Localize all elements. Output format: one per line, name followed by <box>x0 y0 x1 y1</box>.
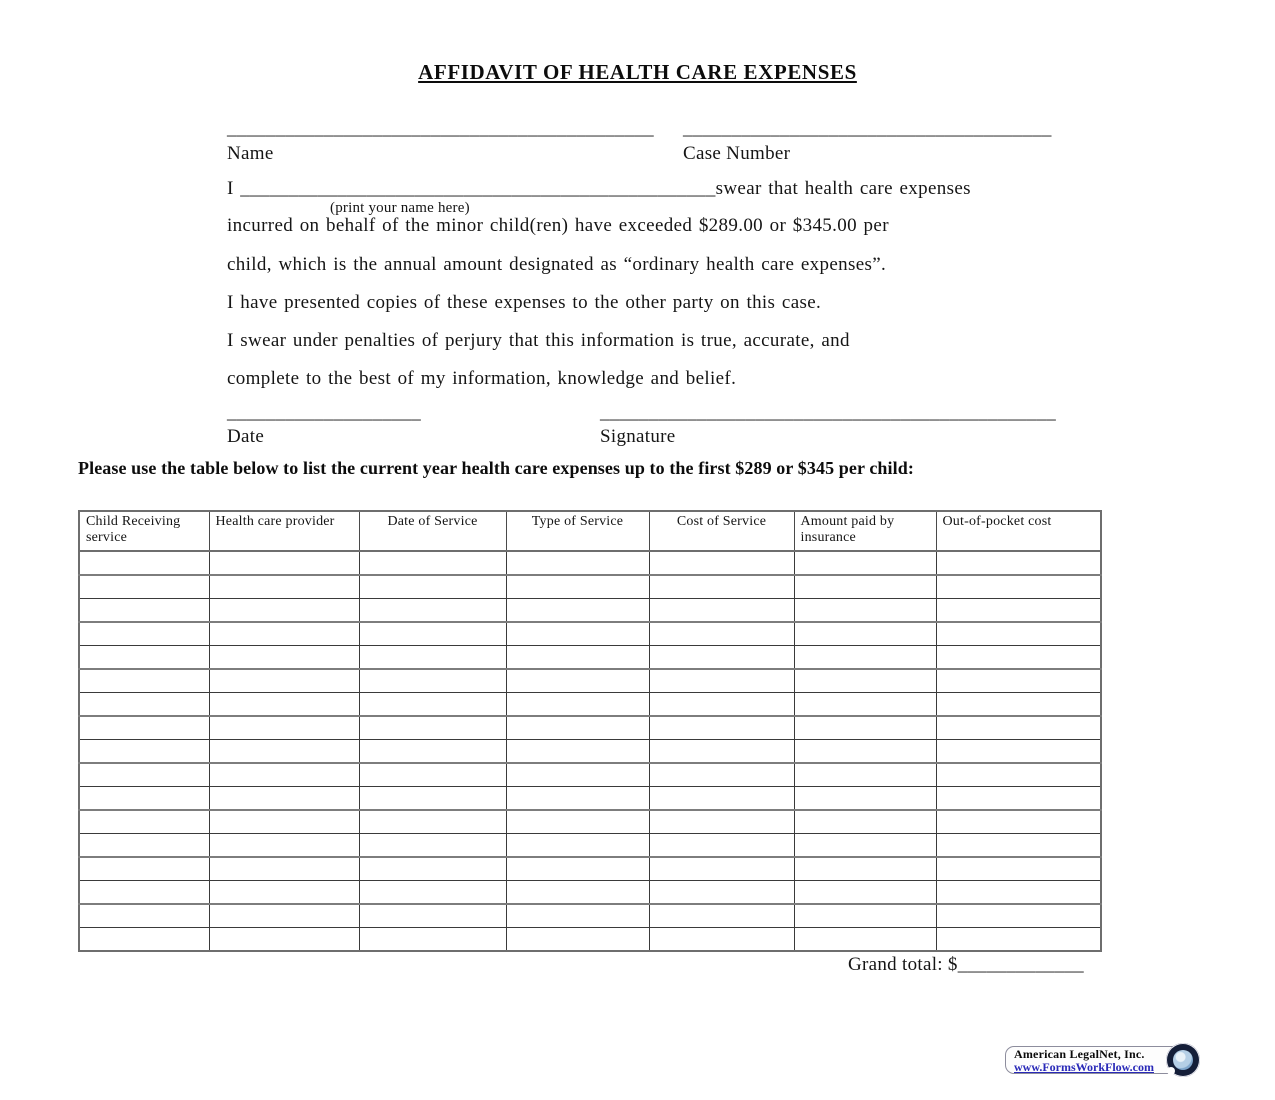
globe-icon <box>1166 1043 1200 1077</box>
affidavit-line-6: complete to the best of my information, knowledge and belief. <box>227 368 737 389</box>
table-cell[interactable] <box>506 716 649 740</box>
signature-blank-line[interactable]: _______________________________________________ <box>600 402 1056 423</box>
table-cell[interactable] <box>359 881 506 905</box>
table-cell[interactable] <box>794 928 936 952</box>
table-row <box>79 669 1101 693</box>
column-header: Health care provider <box>209 511 359 551</box>
table-cell[interactable] <box>506 928 649 952</box>
table-cell[interactable] <box>359 693 506 717</box>
table-cell[interactable] <box>794 810 936 834</box>
table-cell[interactable] <box>209 740 359 764</box>
table-cell[interactable] <box>79 622 209 646</box>
vendor-company-name: American LegalNet, Inc. <box>1014 1047 1145 1061</box>
table-cell[interactable] <box>794 740 936 764</box>
table-row <box>79 881 1101 905</box>
table-cell[interactable] <box>649 763 794 787</box>
table-cell[interactable] <box>359 810 506 834</box>
table-cell[interactable] <box>506 693 649 717</box>
table-cell[interactable] <box>79 834 209 858</box>
table-cell[interactable] <box>359 575 506 599</box>
table-cell[interactable] <box>794 646 936 670</box>
table-cell[interactable] <box>794 716 936 740</box>
table-cell[interactable] <box>649 740 794 764</box>
table-cell[interactable] <box>794 881 936 905</box>
case-number-label: Case Number <box>683 143 791 164</box>
table-cell[interactable] <box>649 716 794 740</box>
table-cell[interactable] <box>359 740 506 764</box>
table-cell[interactable] <box>649 810 794 834</box>
table-cell[interactable] <box>506 646 649 670</box>
table-cell[interactable] <box>936 669 1101 693</box>
table-row <box>79 716 1101 740</box>
table-cell[interactable] <box>359 904 506 928</box>
table-cell[interactable] <box>506 904 649 928</box>
table-cell[interactable] <box>506 857 649 881</box>
table-row <box>79 904 1101 928</box>
table-cell[interactable] <box>649 857 794 881</box>
table-cell[interactable] <box>794 693 936 717</box>
table-cell[interactable] <box>794 622 936 646</box>
table-cell[interactable] <box>794 787 936 811</box>
table-row <box>79 740 1101 764</box>
table-cell[interactable] <box>209 857 359 881</box>
table-row <box>79 787 1101 811</box>
affidavit-line-1 <box>227 178 971 200</box>
table-cell[interactable] <box>359 646 506 670</box>
table-cell[interactable] <box>79 763 209 787</box>
table-cell[interactable] <box>506 787 649 811</box>
table-cell[interactable] <box>649 622 794 646</box>
column-header: Out-of-pocket cost <box>936 511 1101 551</box>
table-cell[interactable] <box>209 646 359 670</box>
table-row <box>79 599 1101 623</box>
table-cell[interactable] <box>649 575 794 599</box>
table-cell[interactable] <box>794 599 936 623</box>
column-header: Type of Service <box>506 511 649 551</box>
table-cell[interactable] <box>79 599 209 623</box>
globe-icon-inner <box>1173 1050 1193 1070</box>
table-cell[interactable] <box>506 834 649 858</box>
table-cell[interactable] <box>649 928 794 952</box>
table-cell[interactable] <box>936 834 1101 858</box>
table-cell[interactable] <box>506 669 649 693</box>
table-cell[interactable] <box>359 763 506 787</box>
table-row <box>79 575 1101 599</box>
table-cell[interactable] <box>649 834 794 858</box>
table-cell[interactable] <box>936 575 1101 599</box>
table-cell[interactable] <box>79 904 209 928</box>
table-cell[interactable] <box>79 881 209 905</box>
table-row <box>79 622 1101 646</box>
name-blank-line[interactable]: ____________________________________________ <box>227 118 654 139</box>
table-cell[interactable] <box>794 857 936 881</box>
table-cell[interactable] <box>359 599 506 623</box>
table-cell[interactable] <box>649 599 794 623</box>
table-cell[interactable] <box>936 646 1101 670</box>
table-row <box>79 857 1101 881</box>
table-cell[interactable] <box>359 928 506 952</box>
affidavit-line-1-prefix: I <box>227 178 241 199</box>
print-name-note: (print your name here) <box>330 200 470 216</box>
table-cell[interactable] <box>649 904 794 928</box>
vendor-stamp <box>1005 1046 1197 1074</box>
table-cell[interactable] <box>506 740 649 764</box>
case-number-blank-line[interactable]: ______________________________________ <box>683 118 1052 139</box>
document-title: AFFIDAVIT OF HEALTH CARE EXPENSES <box>418 60 857 84</box>
grand-total-label: Grand total: $ <box>848 954 958 975</box>
table-cell[interactable] <box>794 904 936 928</box>
vendor-website-link[interactable]: www.FormsWorkFlow.com <box>1014 1060 1154 1074</box>
affidavit-line-5: I swear under penalties of perjury that this information is true, accurate, and <box>227 330 850 351</box>
table-cell[interactable] <box>794 834 936 858</box>
table-cell[interactable] <box>794 551 936 575</box>
table-cell[interactable] <box>936 551 1101 575</box>
table-cell[interactable] <box>359 834 506 858</box>
table-cell[interactable] <box>936 904 1101 928</box>
affidavit-line-3: child, which is the annual amount designated as “ordinary health care expenses”. <box>227 254 887 275</box>
table-cell[interactable] <box>936 763 1101 787</box>
table-cell[interactable] <box>649 551 794 575</box>
table-cell[interactable] <box>936 881 1101 905</box>
table-cell[interactable] <box>794 763 936 787</box>
table-cell[interactable] <box>649 881 794 905</box>
table-instruction: Please use the table below to list the current year health care expenses up to the first $289 or $345 per child: <box>78 458 914 478</box>
table-cell[interactable] <box>359 857 506 881</box>
table-row <box>79 646 1101 670</box>
column-header: Date of Service <box>359 511 506 551</box>
table-cell[interactable] <box>209 599 359 623</box>
table-cell[interactable] <box>209 810 359 834</box>
table-cell[interactable] <box>649 693 794 717</box>
table-cell[interactable] <box>79 551 209 575</box>
table-cell[interactable] <box>936 622 1101 646</box>
table-cell[interactable] <box>936 693 1101 717</box>
print-name-blank-line[interactable]: _________________________________________________ <box>240 178 716 199</box>
table-cell[interactable] <box>506 551 649 575</box>
table-cell[interactable] <box>936 810 1101 834</box>
table-cell[interactable] <box>506 881 649 905</box>
table-cell[interactable] <box>209 904 359 928</box>
table-row <box>79 551 1101 575</box>
table-cell[interactable] <box>359 716 506 740</box>
affidavit-line-2: incurred on behalf of the minor child(ren) have exceeded $289.00 or $345.00 per <box>227 215 889 236</box>
table-cell[interactable] <box>359 669 506 693</box>
affidavit-line-1-suffix: swear that health care expenses <box>715 178 971 199</box>
expense-table-container <box>78 510 1102 952</box>
table-row <box>79 693 1101 717</box>
table-cell[interactable] <box>79 646 209 670</box>
column-header: Cost of Service <box>649 511 794 551</box>
table-row <box>79 928 1101 952</box>
table-cell[interactable] <box>79 669 209 693</box>
table-cell[interactable] <box>936 787 1101 811</box>
table-cell[interactable] <box>79 575 209 599</box>
expense-table <box>78 510 1102 952</box>
table-cell[interactable] <box>79 810 209 834</box>
affidavit-line-4: I have presented copies of these expenses to the other party on this case. <box>227 292 822 313</box>
table-cell[interactable] <box>649 646 794 670</box>
table-cell[interactable] <box>209 575 359 599</box>
table-cell[interactable] <box>209 834 359 858</box>
globe-icon-notch <box>1167 1067 1175 1075</box>
column-header: Child Receiving service <box>79 511 209 551</box>
table-cell[interactable] <box>209 716 359 740</box>
table-header-row <box>79 511 1101 551</box>
table-row <box>79 810 1101 834</box>
table-cell[interactable] <box>209 928 359 952</box>
table-cell[interactable] <box>506 763 649 787</box>
table-row <box>79 763 1101 787</box>
table-cell[interactable] <box>79 693 209 717</box>
signature-label: Signature <box>600 426 676 447</box>
table-cell[interactable] <box>359 622 506 646</box>
table-cell[interactable] <box>79 787 209 811</box>
date-blank-line[interactable]: ____________________ <box>227 402 421 423</box>
table-cell[interactable] <box>506 810 649 834</box>
table-cell[interactable] <box>506 575 649 599</box>
table-cell[interactable] <box>79 740 209 764</box>
table-cell[interactable] <box>209 787 359 811</box>
grand-total-blank-line[interactable]: _____________ <box>957 954 1084 975</box>
table-cell[interactable] <box>506 622 649 646</box>
table-cell[interactable] <box>936 740 1101 764</box>
grand-total <box>848 954 1084 976</box>
table-row <box>79 834 1101 858</box>
column-header: Amount paid by insurance <box>794 511 936 551</box>
table-cell[interactable] <box>794 575 936 599</box>
table-cell[interactable] <box>506 599 649 623</box>
table-cell[interactable] <box>79 857 209 881</box>
table-cell[interactable] <box>209 693 359 717</box>
table-cell[interactable] <box>936 928 1101 952</box>
table-cell[interactable] <box>649 669 794 693</box>
table-cell[interactable] <box>209 622 359 646</box>
table-cell[interactable] <box>209 669 359 693</box>
table-cell[interactable] <box>794 669 936 693</box>
table-cell[interactable] <box>359 787 506 811</box>
table-cell[interactable] <box>936 716 1101 740</box>
name-label: Name <box>227 143 274 164</box>
table-cell[interactable] <box>79 928 209 952</box>
table-cell[interactable] <box>936 857 1101 881</box>
table-cell[interactable] <box>359 551 506 575</box>
table-cell[interactable] <box>649 787 794 811</box>
table-cell[interactable] <box>209 881 359 905</box>
table-cell[interactable] <box>79 716 209 740</box>
table-cell[interactable] <box>209 763 359 787</box>
table-cell[interactable] <box>936 599 1101 623</box>
table-cell[interactable] <box>209 551 359 575</box>
date-label: Date <box>227 426 265 447</box>
